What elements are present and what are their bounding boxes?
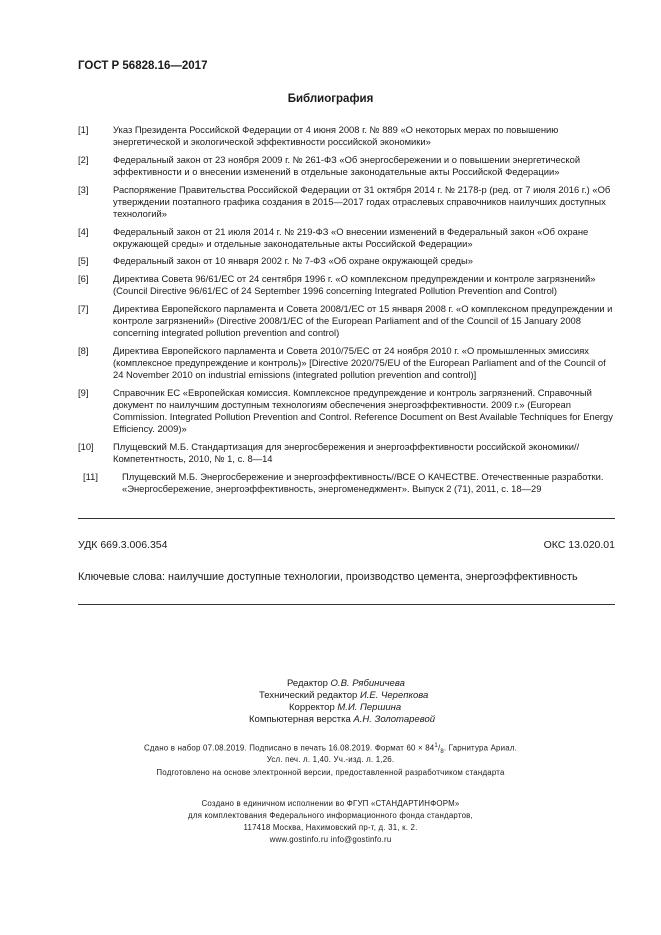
bibliography-title: Библиография <box>287 93 374 105</box>
proofreader-label: Корректор <box>289 702 335 713</box>
reference-text: Директива Европейского парламента и Совета 2010/75/ЕС от 24 ноября 2010 г. «О промышленных эмиссиях (комплексное предупреждение и контроль)» [Directive 2020/75/EU of the European Parliament and of the Council of 24 November 2010 on industrial emissions (integrated pollution prevention and control)] <box>113 344 606 381</box>
reference-item <box>78 184 618 221</box>
bibliography-list <box>78 124 618 501</box>
reference-number: [10] <box>78 440 94 452</box>
reference-number: [8] <box>78 344 89 356</box>
proofreader-credit <box>289 702 661 714</box>
document-header: ГОСТ Р 56828.16—2017 <box>78 60 208 72</box>
editor-credit <box>287 678 661 690</box>
reference-text: Указ Президента Российской Федерации от 4 июня 2008 г. № 889 «О некоторых мерах по повышению энергетической и экологической эффективности российской экономики» <box>113 124 559 148</box>
reference-number: [3] <box>78 183 89 195</box>
layout-label: Компьютерная верстка <box>249 714 351 725</box>
print-font: . Гарнитура Ариал. <box>443 743 518 753</box>
credits-block <box>0 678 661 726</box>
layout-name: А.Н. Золотаревой <box>353 714 436 725</box>
publisher-line3: 117418 Москва, Нахимовский пр-т, д. 31, к. 2. <box>243 823 418 832</box>
reference-text: Распоряжение Правительства Российской Федерации от 31 октября 2014 г. № 2178-р (ред. от 7 июля 2016 г.) «Об утверждении поэтапного графика создания в 2015—2017 годах отраслевых справочников наилучших доступных технологий» <box>113 183 611 219</box>
publisher-line4: www.gostinfo.ru info@gostinfo.ru <box>269 835 392 844</box>
proofreader-name: М.И. Першина <box>337 702 402 713</box>
udk-code: УДК 669.3.006.354 <box>78 539 168 551</box>
reference-text: Плущевский М.Б. Стандартизация для энергосбережения и энергоэффективности российской экономики// Компетентность, 2010, № 1, с. 8—14 <box>113 440 580 465</box>
reference-number: [11] <box>83 470 98 482</box>
print-dates: Сдано в набор 07.08.2019. Подписано в печать 16.08.2019. Формат 60 × 84 <box>143 743 435 753</box>
reference-text: Федеральный закон от 21 июля 2014 г. № 219-ФЗ «О внесении изменений в Федеральный закон «Об охране окружающей среды» и отдельные законодательные акты Российской Федерации» <box>113 225 589 249</box>
reference-item <box>78 441 618 465</box>
reference-number: [2] <box>78 153 89 165</box>
format-fraction-denominator: 8 <box>440 749 444 756</box>
reference-item <box>78 124 618 148</box>
reference-text: Директива Совета 96/61/ЕС от 24 сентября 1996 г. «О комплексном предупреждении и контроле загрязнений» (Council Directive 96/61/EC of 24 September 1996 concerning Integrated Pollution Prevention and Control) <box>113 272 596 297</box>
tech-editor-credit <box>259 690 661 702</box>
tech-editor-label: Технический редактор <box>259 690 358 701</box>
reference-item <box>78 226 618 250</box>
tech-editor-name: И.Е. Черепкова <box>359 690 429 701</box>
reference-item <box>78 255 618 267</box>
reference-item <box>78 471 618 495</box>
format-fraction-numerator: 1 <box>434 743 438 749</box>
print-info-line1: Сдано в набор 07.08.2019. Подписано в печать 16.08.2019. Формат $60 \times 84^1/_8$. Гарнитура Ариал. <box>143 743 518 756</box>
layout-credit <box>249 714 661 726</box>
reference-text: Федеральный закон от 10 января 2002 г. № 7-ФЗ «Об охране окружающей среды» <box>113 255 473 267</box>
divider-top <box>78 518 615 519</box>
keywords: Ключевые слова: наилучшие доступные технологии, производство цемента, энергоэффективность <box>78 571 578 583</box>
publisher-line2: для комплектования Федерального информационного фонда стандартов, <box>188 811 473 820</box>
reference-number: [5] <box>78 255 89 267</box>
divider-bottom <box>78 604 615 605</box>
reference-number: [6] <box>78 272 89 284</box>
reference-number: [9] <box>78 386 89 398</box>
reference-item <box>78 387 618 436</box>
reference-text: Директива Европейского парламента и Совета 2008/1/ЕС от 15 января 2008 г. «О комплексном предупреждении и контроле загрязнений» (Directive 2008/1/EC of the European Parliament and of the Council of 15 January 2008 concerning integrated pollution prevention and control) <box>113 302 613 339</box>
reference-item <box>78 154 618 178</box>
oks-code: ОКС 13.020.01 <box>543 539 615 551</box>
publisher-line1: Создано в единичном исполнении во ФГУП «СТАНДАРТИНФОРМ» <box>201 799 460 808</box>
reference-text: Справочник ЕС «Европейская комиссия. Комплексное предупреждение и контроль загрязнений. Справочный документ по наилучшим доступным технологиям обеспечения энергоэффективности. 2009 г.» (European Commission. Integrated Pollution Prevention and Control. Reference Document on Best Available Techniques for Energy Efficiency. 2009)» <box>113 386 613 435</box>
reference-number: [4] <box>78 225 89 237</box>
reference-item <box>78 303 618 340</box>
print-info-line3: Подготовлено на основе электронной версии, предоставленной разработчиком стандарта <box>156 768 505 777</box>
print-info-line2: Усл. печ. л. 1,40. Уч.-изд. л. 1,26. <box>266 755 395 764</box>
reference-text: Федеральный закон от 23 ноября 2009 г. № 261-ФЗ «Об энергосбережении и о повышении энергетической эффективности и о внесении изменений в отдельные законодательные акты Российской Федерации» <box>113 153 581 177</box>
reference-number: [7] <box>78 302 89 314</box>
reference-text: Плущевский М.Б. Энергосбережение и энергоэффективность//ВСЕ О КАЧЕСТВЕ. Отечественные разработки. «Энергосбережение, энергоэффективность, энергоменеджмент». Выпуск 2 (71), 2011, с. 18—29 <box>122 470 604 494</box>
reference-item <box>78 273 618 297</box>
editor-name: О.В. Рябиничева <box>330 678 405 689</box>
reference-item <box>78 345 618 382</box>
editor-label: Редактор <box>287 678 328 689</box>
reference-number: [1] <box>78 124 89 135</box>
